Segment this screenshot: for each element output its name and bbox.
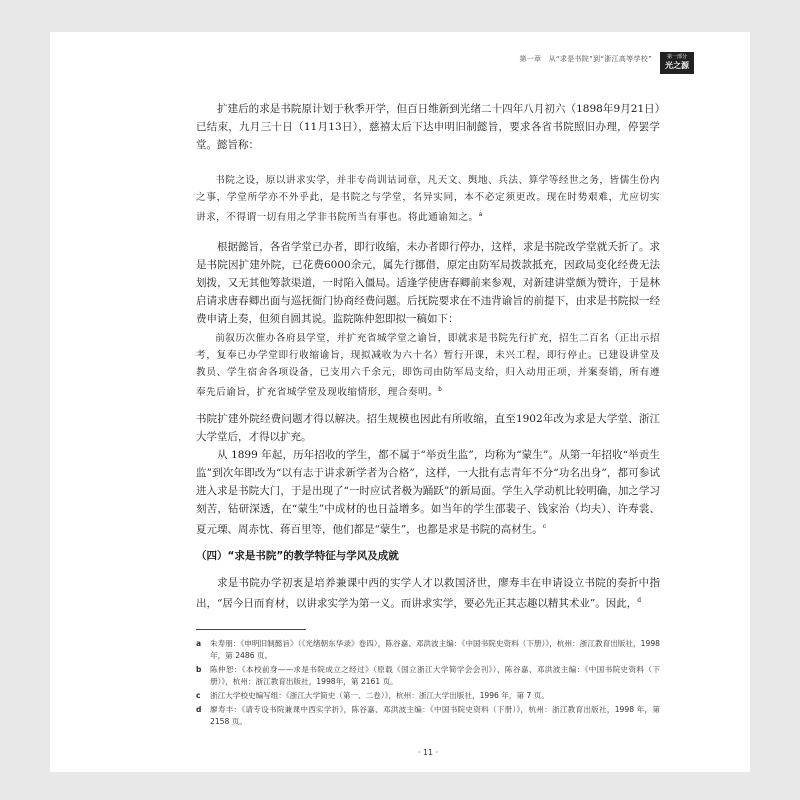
footnote-c <box>196 690 660 702</box>
book-page <box>50 32 750 772</box>
page-number: · 11 · <box>417 748 439 757</box>
footnote-ref-d: d <box>637 597 642 604</box>
memorial-quote-text: 前叙历次催办各府县学堂，并扩充省城学堂之谕旨，即就求是书院先行扩充，招生二百名（正出示招考，复奉已办学堂即行收缩谕旨，现拟减收为六十名）暂行开课，未兴工程，即行停止。已建设讲堂及教员、学生宿舍各项设备，已支用六千余元，即饬司由防军局支给，归入动用正项，并案奏销，所有遵奉先后谕旨，扩充省城学堂及现收缩情形，理合奏明。 <box>196 333 660 399</box>
footnote-text: 陈仲恕：《本校前身——求是书院成立之经过》（原载《国立浙江大学简学会会刊》），陈谷嘉、邓洪波主编：《中国书院史资料（下册）》，杭州：浙江教育出版社，1998年，第 2161 页。 <box>210 665 660 686</box>
part-tab-title: 光之源 <box>665 61 689 70</box>
footnote-text: 廖寿丰：《请专设书院兼课中西实学折》，陈谷嘉、邓洪波主编：《中国书院史资料（下册）》，杭州：浙江教育出版社，1998 年，第 2158 页。 <box>210 705 660 726</box>
part-tab-label: 第一部分 <box>666 54 687 60</box>
edict-quote <box>196 172 660 226</box>
footnote-ref-a: a <box>478 211 483 218</box>
footnote-text: 朱寿朋：《申明旧制懿旨》（《光绪朝东华录》卷四），陈谷嘉、邓洪波主编：《中国书院史资料（下册）》，杭州：浙江教育出版社，1998年，第 2486 页。 <box>210 639 660 660</box>
paragraph-3: 书院扩建外院经费问题才得以解决。招生规模也因此有所收缩，直至1902年改为求是大学堂、浙江大学堂后，才得以扩充。 <box>196 413 660 443</box>
paragraph-1: 扩建后的求是书院原计划于秋季开学，但百日维新到光绪二十四年八月初六（1898年9月21日）已结束，九月三十日（11月13日），慈禧太后下达申明旧制懿旨，要求各省书院照旧办理，停罢学堂。懿旨称： <box>196 103 660 151</box>
footnote-d <box>196 704 660 728</box>
footnote-b <box>196 664 660 688</box>
footnote-mark: c <box>196 691 201 700</box>
paragraph-5 <box>196 574 660 613</box>
paragraph-4-text: 从 1899 年起，历年招收的学生，都不属于“举贡生监”，均称为“蒙生”。从第一年招收“举贡生监”到次年即改为“以有志于讲求新学者为合格”，这样，一大批有志青年不分“功名出身”，都可参试进入求是书院大门，于是出现了“一时应试者极为踊跃”的新局面。学生入学动机比较明确，加之学习刻苦，钻研深透，在“蒙生”中成材的也日益增多。如当年的学生邵裴子、钱家治（均夫）、许寿裳、夏元瑮、周赤忱、蒋百里等，他们都是“蒙生”，也都是求是书院的高材生。 <box>196 449 660 536</box>
paragraph-5-text: 求是书院办学初衷是培养兼课中西的实学人才以救国济世，廖寿丰在申请设立书院的奏折中指出，“居今日而育材，以讲求实学为第一义。而讲求实学，要必先正其志趣以精其术业”。因此， <box>196 577 660 610</box>
footnote-mark: b <box>196 665 202 674</box>
memorial-quote <box>196 330 660 401</box>
paragraph-2: 根据懿旨，各省学堂已办者，即行收缩，未办者即行停办，这样，求是书院改学堂就夭折了。求是书院因扩建外院，已花费6000余元，属先行挪借，原定由防军局拨款抵充，因政局变化经费无法划拨，又无其他筹款渠道，一时陷入僵局。适逢学使唐春卿前来参观，对新建讲堂颇为赞许，于是林启请求唐春卿出面与巡抚衙门协商经费问题。后抚院要求在不违背谕旨的前提下，由求是书院拟一经费申请上奏，但须自圆其说。监院陈仲恕即拟一稿如下： <box>196 241 660 325</box>
footnote-a <box>196 638 660 662</box>
running-header: 第一章 从“求是书院”到“浙江高等学校” <box>519 55 652 63</box>
footnote-text: 浙江大学校史编写组：《浙江大学简史（第一、二卷）》，杭州：浙江大学出版社，1996 年，第 7 页。 <box>210 691 549 700</box>
footnote-ref-c: c <box>542 523 547 530</box>
footnote-ref-b: b <box>438 386 443 393</box>
footnote-divider <box>196 629 306 630</box>
section-heading: （四）“求是书院”的教学特征与学风及成就 <box>196 550 399 562</box>
part-tab <box>660 52 694 74</box>
edict-quote-text: 书院之设，原以讲求实学，并非专尚训诂词章，凡天文、舆地、兵法、算学等经世之务，皆儒生份内之事，学堂所学亦不外乎此，是书院之与学堂，名异实同，本不必定须更改。现在时势艰难，尤应切实讲求，不得谓一切有用之学非书院所当有事也。将此通谕知之。 <box>196 175 660 224</box>
footnote-mark: a <box>196 639 202 648</box>
footnote-mark: d <box>196 705 202 714</box>
paragraph-4 <box>196 446 660 539</box>
